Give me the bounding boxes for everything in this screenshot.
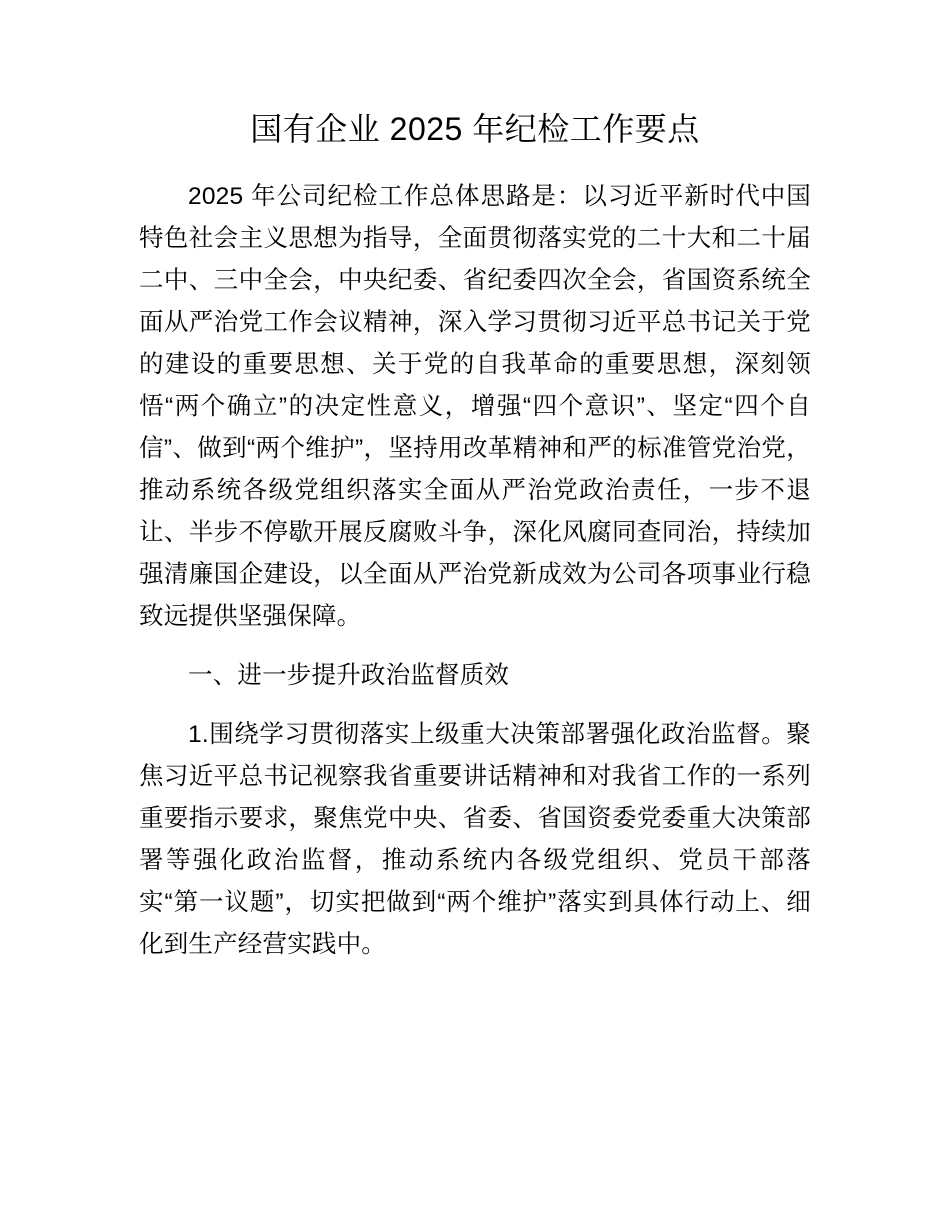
paragraph-item-1: 1.围绕学习贯彻落实上级重大决策部署强化政治监督。聚焦习近平总书记视察我省重要讲话精神和对我省工作的一系列重要指示要求，聚焦党中央、省委、省国资委党委重大决策部署等强化政治监督，推动系统内各级党组织、党员干部落实“第一议题”，切实把做到“两个维护”落实到具体行动上、细化到生产经营实践中。 (139, 721, 811, 958)
section-heading-political-supervision: 一、进一步提升政治监督质效 (188, 662, 510, 689)
paragraph-overall-approach: 2025 年公司纪检工作总体思路是：以习近平新时代中国特色社会主义思想为指导，全面贯彻落实党的二十大和二十届二中、三中全会，中央纪委、省纪委四次全会，省国资系统全面从严治党工作会议精神，深入学习贯彻习近平总书记关于党的建设的重要思想、关于党的自我革命的重要思想，深刻领悟“两个确立”的决定性意义，增强“四个意识”、坚定“四个自信”、做到“两个维护”，坚持用改革精神和严的标准管党治党，推动系统各级党组织落实全面从严治党政治责任，一步不退让、半步不停歇开展反腐败斗争，深化风腐同查同治，持续加强清廉国企建设，以全面从严治党新成效为公司各项事业行稳致远提供坚强保障。 (139, 183, 811, 630)
document-title: 国有企业 2025 年纪检工作要点 (250, 111, 700, 147)
